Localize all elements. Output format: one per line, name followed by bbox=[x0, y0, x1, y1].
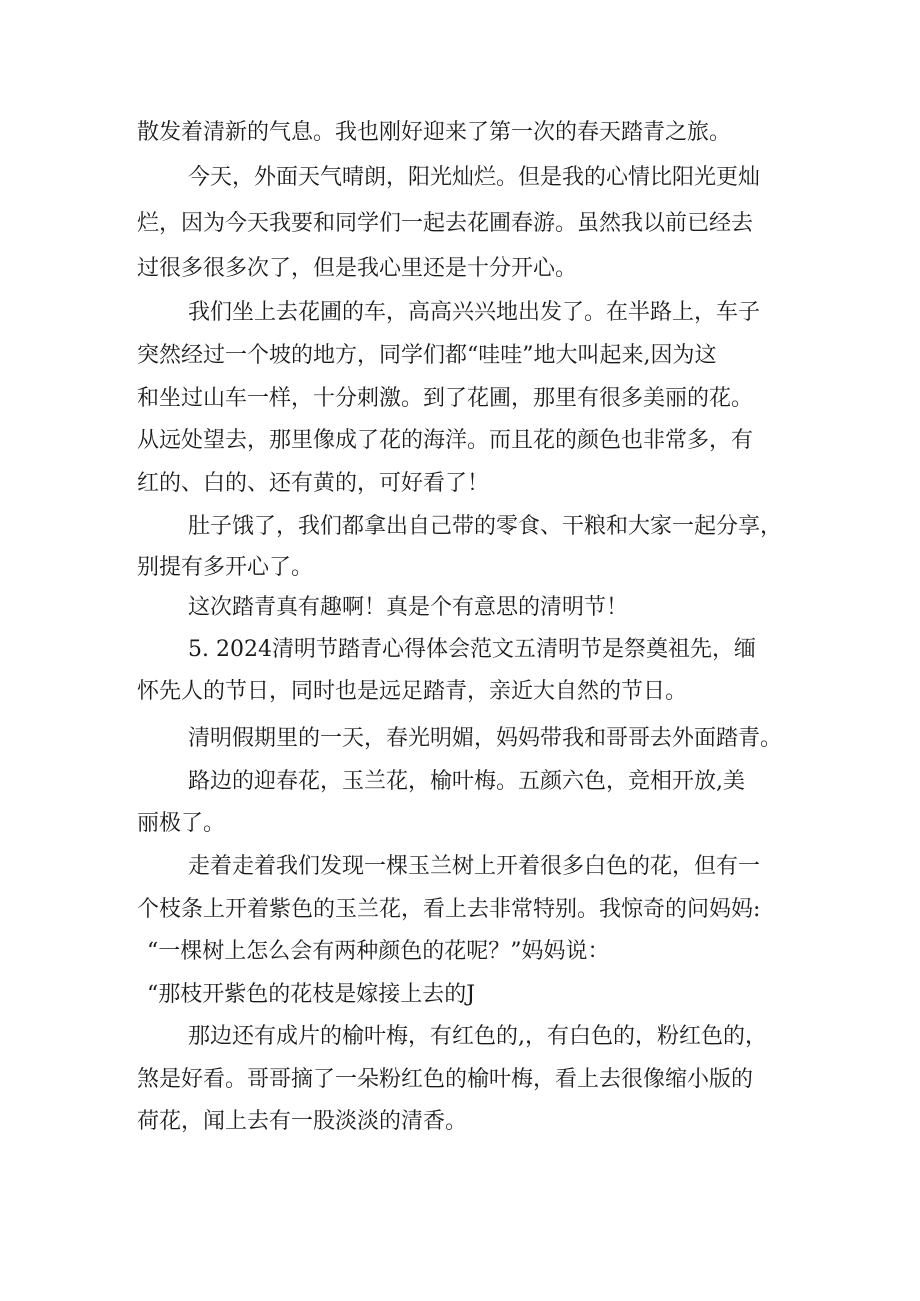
text-line: 我们坐上去花圃的车，高高兴兴地出发了。在半路上，车子 bbox=[188, 300, 761, 325]
text-line: 路边的迎春花，玉兰花，榆叶梅。五颜六色，竞相开放,美 bbox=[188, 769, 745, 794]
text-line: 红的、白的、还有黄的，可好看了！ bbox=[137, 471, 490, 496]
text-line: 荷花，闻上去有一股淡淡的清香。 bbox=[137, 1109, 468, 1134]
text-line: 丽极了。 bbox=[137, 811, 226, 836]
text-line: 煞是好看。哥哥摘了一朵粉红色的榆叶梅，看上去很像缩小版的 bbox=[137, 1067, 754, 1092]
text-line: 今天，外面天气晴朗，阳光灿烂。但是我的心情比阳光更灿 bbox=[188, 165, 761, 190]
text-line: 别提有多开心了。 bbox=[137, 555, 314, 580]
text-line: 从远处望去，那里像成了花的海洋。而且花的颜色也非常多，有 bbox=[137, 428, 754, 453]
text-line: 5. 2024清明节踏青心得体会范文五清明节是祭奠祖先，缅 bbox=[188, 637, 756, 662]
text-line: 过很多很多次了，但是我心里还是十分开心。 bbox=[137, 256, 578, 281]
text-line: 突然经过一个坡的地方，同学们都“哇哇”地大叫起来,因为这 bbox=[137, 343, 717, 368]
text-line: 这次踏青真有趣啊！真是个有意思的清明节！ bbox=[188, 595, 629, 620]
text-line: 烂，因为今天我要和同学们一起去花圃春游。虽然我以前已经去 bbox=[137, 211, 754, 236]
text-line: 和坐过山车一样，十分刺激。到了花圃，那里有很多美丽的花。 bbox=[137, 386, 754, 411]
text-line: 个枝条上开着紫色的玉兰花，看上去非常特别。我惊奇的问妈妈: bbox=[137, 897, 761, 922]
text-line: 那边还有成片的榆叶梅，有红色的,，有白色的，粉红色的， bbox=[188, 1024, 767, 1049]
text-line: 肚子饿了，我们都拿出自己带的零食、干粮和大家一起分享， bbox=[188, 514, 783, 539]
text-line: 清明假期里的一天，春光明媚，妈妈带我和哥哥去外面踏青。 bbox=[188, 726, 783, 751]
text-line: “那枝开紫色的花枝是嫁接上去的J bbox=[147, 982, 476, 1007]
text-line: 怀先人的节日，同时也是远足踏青，亲近大自然的节日。 bbox=[137, 679, 688, 704]
text-line: “一棵树上怎么会有两种颜色的花呢？”妈妈说： bbox=[147, 939, 610, 964]
text-line: 散发着清新的气息。我也刚好迎来了第一次的春天踏青之旅。 bbox=[137, 120, 732, 145]
text-line: 走着走着我们发现一棵玉兰树上开着很多白色的花，但有一 bbox=[188, 854, 761, 879]
